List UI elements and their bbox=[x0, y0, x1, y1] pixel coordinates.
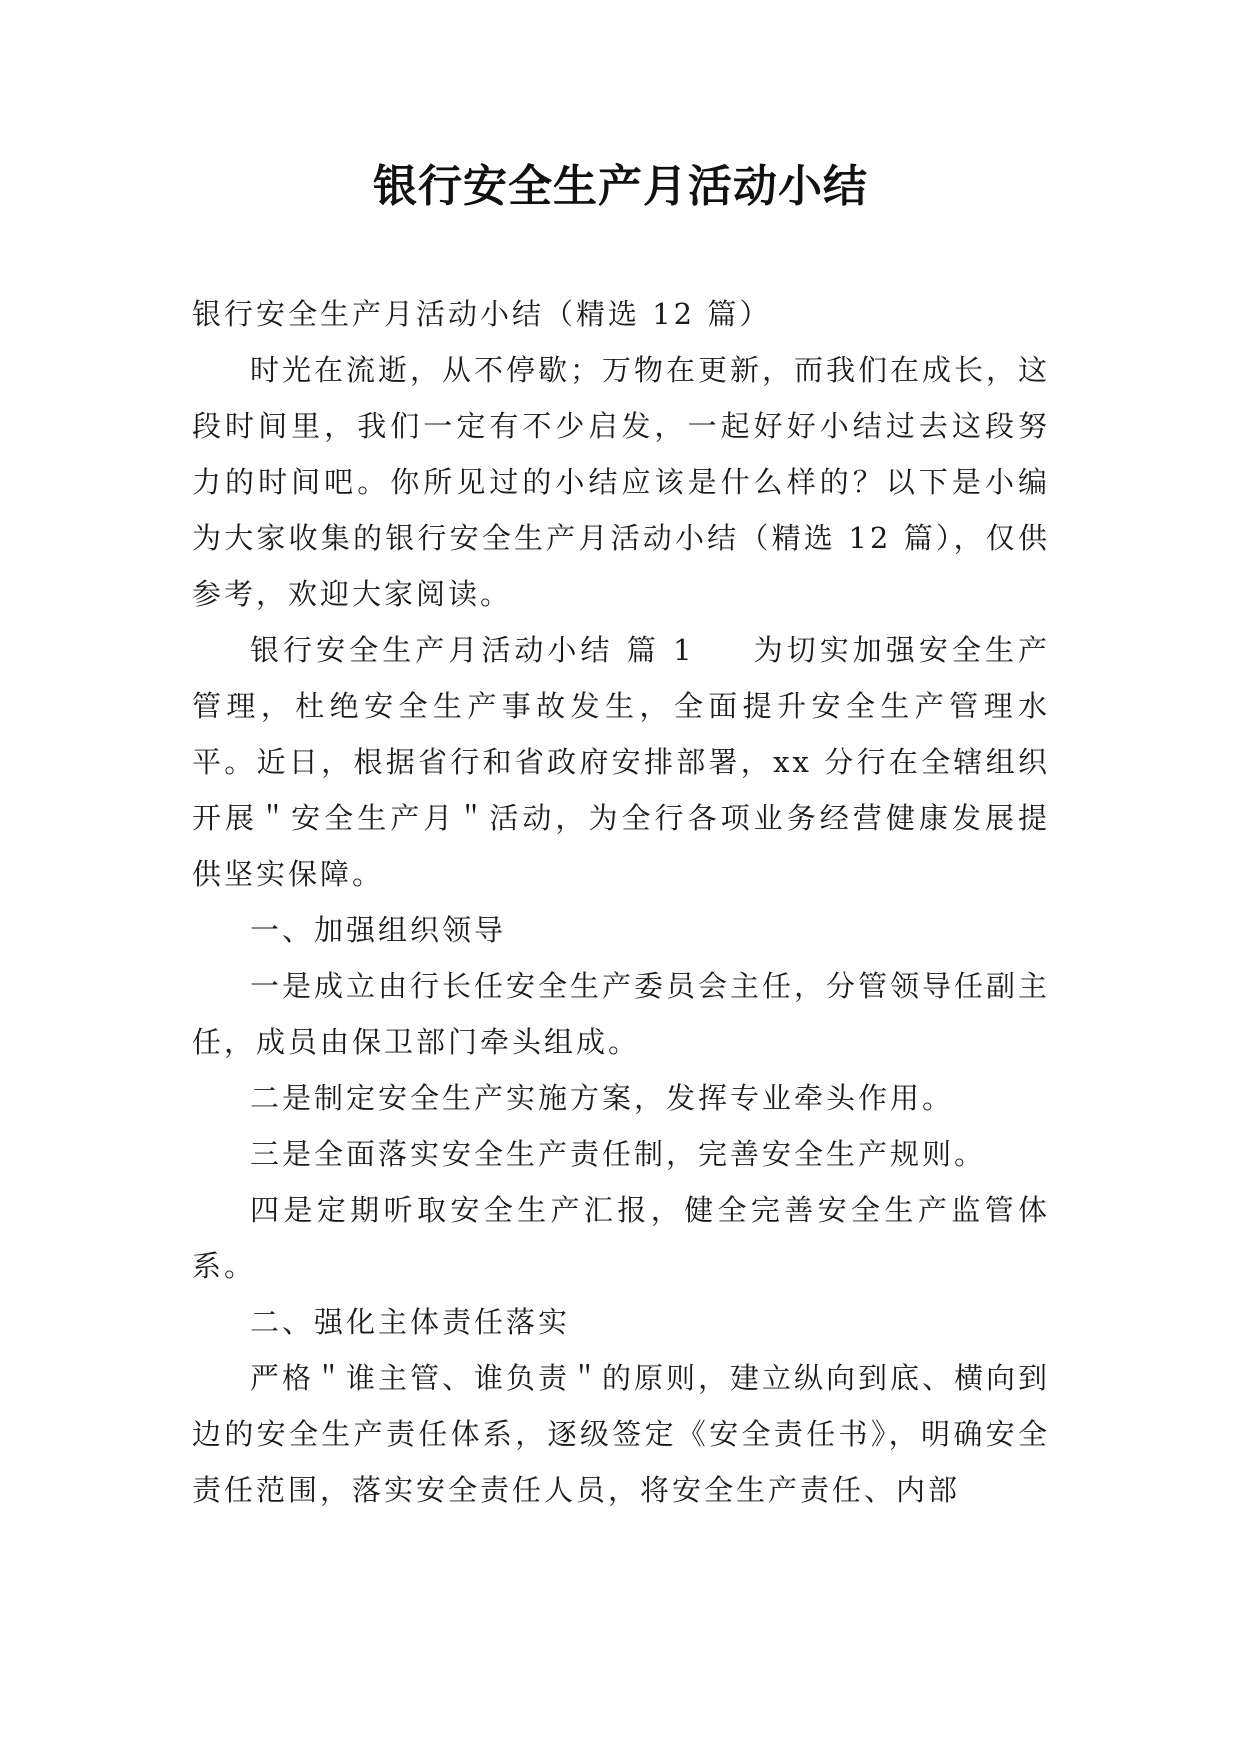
list-item: 二是制定安全生产实施方案，发挥专业牵头作用。 bbox=[250, 1081, 955, 1115]
section-1-paragraph bbox=[192, 622, 1050, 902]
heading-one: 一、加强组织领导 bbox=[250, 913, 507, 947]
section-1-text: 为切实加强安全生产管理，杜绝安全生产事故发生，全面提升安全生产管理水平。近日，根据省行和省政府安排部署，xx 分行在全辖组织开展＂安全生产月＂活动，为全行各项业务经营健康发展提供坚实保障。 bbox=[192, 633, 1050, 891]
list-item: 一是成立由行长任安全生产委员会主任，分管领导任副主任，成员由保卫部门牵头组成。 bbox=[192, 969, 1051, 1059]
section-1-heading: 银行安全生产月活动小结 篇 1 bbox=[250, 633, 695, 667]
paragraph-two: 严格＂谁主管、谁负责＂的原则，建立纵向到底、横向到边的安全生产责任体系，逐级签定《安全责任书》，明确安全责任范围，落实安全责任人员，将安全生产责任、内部 bbox=[192, 1361, 1051, 1507]
heading-two: 二、强化主体责任落实 bbox=[250, 1305, 571, 1339]
list-item: 三是全面落实安全生产责任制，完善安全生产规则。 bbox=[250, 1137, 987, 1171]
list-item: 四是定期听取安全生产汇报，健全完善安全生产监管体系。 bbox=[192, 1193, 1050, 1283]
intro-paragraph: 时光在流逝，从不停歇；万物在更新，而我们在成长，这段时间里，我们一定有不少启发，一起好好小结过去这段努力的时间吧。你所见过的小结应该是什么样的？以下是小编为大家收集的银行安全生产月活动小结（精选 12 篇），仅供参考，欢迎大家阅读。 bbox=[192, 353, 1051, 611]
document-body bbox=[192, 286, 1050, 1518]
document-title: 银行安全生产月活动小结 bbox=[373, 161, 868, 212]
document-subtitle: 银行安全生产月活动小结（精选 12 篇） bbox=[192, 297, 772, 331]
